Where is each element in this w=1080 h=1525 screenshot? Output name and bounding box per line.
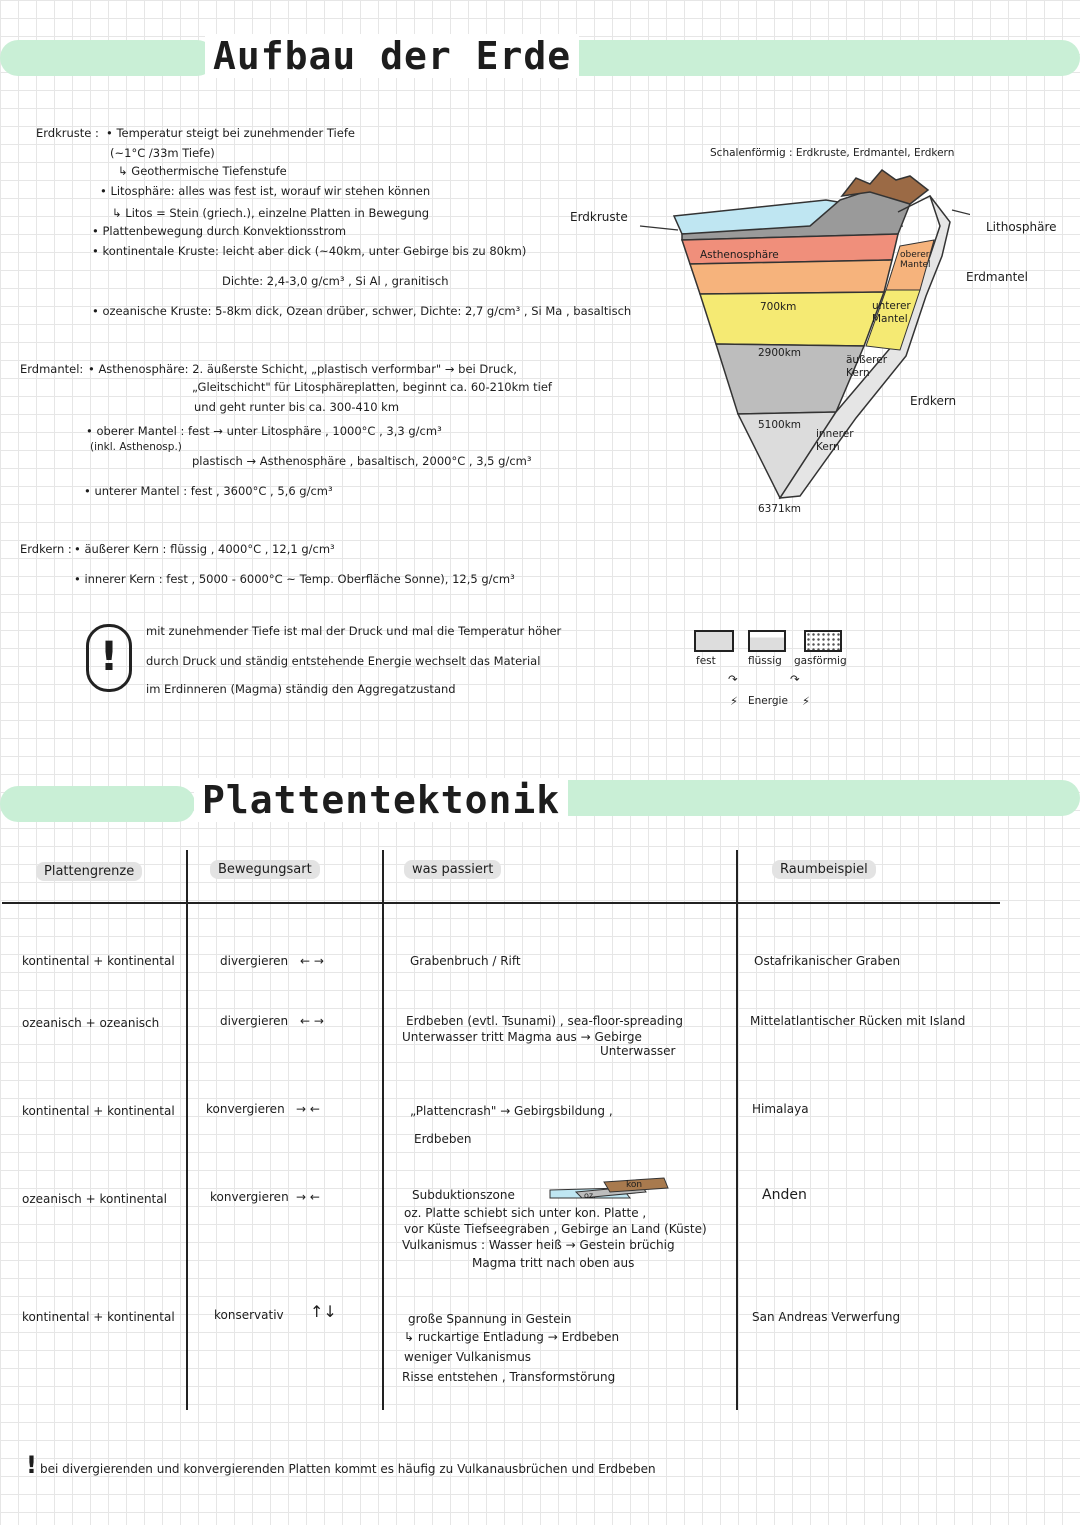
curve-arrow-icon: ↷ [728, 672, 738, 686]
state-fest-label: fest [696, 655, 716, 667]
crust-line: • kontinentale Kruste: leicht aber dick (~40km, unter Gebirge bis zu 80km) [92, 244, 527, 258]
crust-line: Dichte: 2,4-3,0 g/cm³ , Si Al , granitisch [222, 274, 449, 288]
title-band-left-2 [0, 786, 195, 822]
state-fluessig-label: flüssig [748, 655, 782, 667]
core-line: • innerer Kern : fest , 5000 - 6000°C ~ Temp. Oberfläche Sonne), 12,5 g/cm³ [74, 572, 515, 586]
state-solid-icon [694, 630, 734, 652]
row3-beispiel: Himalaya [752, 1102, 809, 1116]
core-line: • äußerer Kern : flüssig , 4000°C , 12,1 g/cm³ [74, 542, 335, 556]
label-asthenosphaere: Asthenosphäre [700, 249, 779, 261]
state-gas-label: gasförmig [794, 655, 847, 667]
row5-art: konservativ [214, 1308, 284, 1322]
label-6371km: 6371km [758, 503, 802, 515]
section1-title: Aufbau der Erde [205, 34, 579, 78]
row4-arrows: → ← [296, 1190, 320, 1204]
label-lithosphaere: Lithosphäre [986, 220, 1057, 234]
label-innerer-kern: innerer Kern [816, 428, 854, 453]
row4-art: konvergieren [210, 1190, 289, 1204]
core-heading: Erdkern : [20, 542, 72, 556]
table-col-divider [736, 850, 738, 1410]
note-line: im Erdinneren (Magma) ständig den Aggregatzustand [146, 682, 456, 696]
mantle-line: (inkl. Asthenosp.) [90, 441, 182, 453]
row2-grenze: ozeanisch + ozeanisch [22, 1016, 160, 1030]
subduction-kon-label: kon [626, 1180, 643, 1190]
header-was-passiert: was passiert [404, 860, 501, 879]
row4-passiert: oz. Platte schiebt sich unter kon. Platte , [404, 1206, 647, 1220]
energy-bolt-icon: ⚡ [802, 694, 811, 708]
mantle-line: plastisch → Asthenosphäre , basaltisch, 2000°C , 3,5 g/cm³ [192, 454, 532, 468]
table-header-rule [2, 902, 1000, 904]
note-line: durch Druck und ständig entstehende Energie wechselt das Material [146, 654, 541, 668]
label-700km: 700km [760, 301, 797, 313]
row5-passiert: ↳ ruckartige Entladung → Erdbeben [404, 1330, 620, 1344]
crust-line: (~1°C /33m Tiefe) [110, 146, 215, 160]
row1-passiert: Grabenbruch / Rift [410, 954, 521, 968]
header-raumbeispiel: Raumbeispiel [772, 860, 876, 879]
diagram-caption: Schalenförmig : Erdkruste, Erdmantel, Erdkern [710, 147, 955, 159]
subduction-oz-label: oz. [584, 1191, 596, 1200]
state-gas-icon [804, 630, 842, 652]
table-col-divider [382, 850, 384, 1410]
label-unterer-mantel: unterer Mantel [872, 300, 911, 325]
crust-line: • Litosphäre: alles was fest ist, worauf wir stehen können [100, 184, 431, 198]
row4-passiert: vor Küste Tiefseegraben , Gebirge an Land (Küste) [404, 1222, 707, 1236]
row3-passiert: Erdbeben [414, 1132, 472, 1146]
row3-arrows: → ← [296, 1102, 320, 1116]
row5-passiert: große Spannung in Gestein [408, 1312, 572, 1326]
label-oberer-mantel: oberer Mantel [900, 250, 931, 270]
title-band-right [520, 40, 1080, 76]
crust-line: • Plattenbewegung durch Konvektionsstrom [92, 224, 347, 238]
crust-heading: Erdkruste : [36, 126, 99, 140]
row3-passiert: „Plattencrash" → Gebirgsbildung , [410, 1104, 613, 1118]
earth-cross-section [630, 160, 970, 520]
row4-grenze: ozeanisch + kontinental [22, 1192, 167, 1206]
row2-passiert: Unterwasser [600, 1044, 676, 1058]
row1-grenze: kontinental + kontinental [22, 954, 175, 968]
note-line: mit zunehmender Tiefe ist mal der Druck und mal die Temperatur höher [146, 624, 562, 638]
row5-beispiel: San Andreas Verwerfung [752, 1310, 901, 1324]
subduction-sketch [546, 1176, 672, 1202]
row2-arrows: ← → [300, 1014, 324, 1028]
row5-arrows: ↑↓ [310, 1302, 337, 1321]
footer-note: bei divergierenden und konvergierenden Platten kommt es häufig zu Vulkanausbrüchen und Erdbeben [40, 1462, 656, 1476]
mantle-heading: Erdmantel: [20, 362, 84, 376]
mantle-line: • oberer Mantel : fest → unter Litosphäre , 1000°C , 3,3 g/cm³ [86, 424, 442, 438]
crust-line: ↳ Litos = Stein (griech.), einzelne Platten in Bewegung [112, 206, 430, 220]
row2-beispiel: Mittelatlantischer Rücken mit Island [750, 1014, 966, 1028]
table-col-divider [186, 850, 188, 1410]
row1-art: divergieren [220, 954, 289, 968]
label-erdmantel: Erdmantel [966, 270, 1028, 284]
row4-passiert: Magma tritt nach oben aus [472, 1256, 635, 1270]
row5-passiert: weniger Vulkanismus [404, 1350, 532, 1364]
header-bewegungsart: Bewegungsart [210, 860, 320, 879]
row2-passiert: Erdbeben (evtl. Tsunami) , sea-floor-spreading [406, 1014, 683, 1028]
section2-title: Plattentektonik [194, 778, 568, 822]
row5-passiert: Risse entstehen , Transformstörung [402, 1370, 616, 1384]
title-band-right-2 [516, 780, 1080, 816]
row1-arrows: ← → [300, 954, 324, 968]
row1-beispiel: Ostafrikanischer Graben [754, 954, 901, 968]
energy-label: Energie [748, 695, 788, 707]
exclamation-icon: ! [86, 624, 132, 692]
crust-line: • ozeanische Kruste: 5-8km dick, Ozean drüber, schwer, Dichte: 2,7 g/cm³ , Si Ma , basaltisch [92, 304, 632, 318]
row4-passiert: Subduktionszone [412, 1188, 515, 1202]
title-band-left [0, 40, 215, 76]
label-erdkruste: Erdkruste [570, 210, 628, 224]
row2-passiert: Unterwasser tritt Magma aus → Gebirge [402, 1030, 642, 1044]
crust-line: ↳ Geothermische Tiefenstufe [118, 164, 287, 178]
label-5100km: 5100km [758, 419, 802, 431]
upper-mantle-layer [690, 260, 892, 294]
label-erdkern: Erdkern [910, 394, 957, 408]
mantle-line: „Gleitschicht" für Litosphäreplatten, beginnt ca. 60-210km tief [192, 380, 552, 394]
mantle-line: • Asthenosphäre: 2. äußerste Schicht, „plastisch verformbar" → bei Druck, [88, 362, 517, 376]
mantle-line: und geht runter bis ca. 300-410 km [194, 400, 400, 414]
row3-art: konvergieren [206, 1102, 285, 1116]
footer-exclamation: ! [26, 1451, 37, 1479]
label-aeusserer-kern: äußerer Kern [846, 354, 888, 379]
mantle-line: • unterer Mantel : fest , 3600°C , 5,6 g/cm³ [84, 484, 333, 498]
state-liquid-icon [748, 630, 786, 652]
row2-art: divergieren [220, 1014, 289, 1028]
energy-bolt-icon: ⚡ [730, 694, 739, 708]
row4-passiert: Vulkanismus : Wasser heiß → Gestein brüchig [402, 1238, 675, 1252]
crust-line: • Temperatur steigt bei zunehmender Tiefe [106, 126, 355, 140]
header-plattengrenze: Plattengrenze [36, 862, 142, 881]
curve-arrow-icon: ↷ [790, 672, 800, 686]
row4-beispiel: Anden [762, 1187, 807, 1203]
label-2900km: 2900km [758, 347, 802, 359]
row3-grenze: kontinental + kontinental [22, 1104, 175, 1118]
row5-grenze: kontinental + kontinental [22, 1310, 175, 1324]
